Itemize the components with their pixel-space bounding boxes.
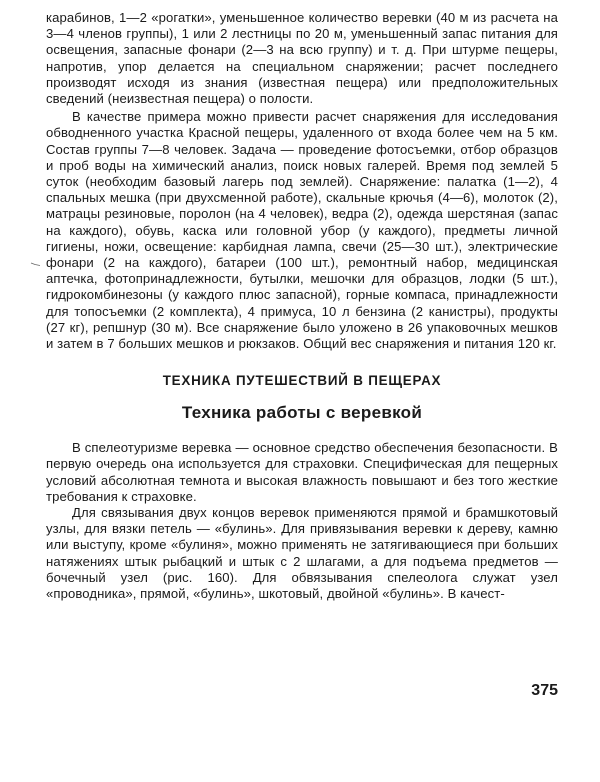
page-number: 375 [531,682,558,699]
margin-pencil-mark [30,261,42,267]
equipment-example-paragraph: В качестве примера можно привести расчет снаряжения для исследования обводненного участка Красной пещеры, удаленного от входа более чем на 5 км. Состав группы 7—8 человек. Задача — проведение фотосъемки, отбор образцов и проб воды на химический анализ, поиск новых галерей. Время под землей 5 суток (необходим базовый лагерь под землей). Снаряжение: палатка (1—2), 4 спальных мешка (при двухсменной работе), скальные крючья (4—6), молоток (2), матрацы резиновые, поролон (на 4 человек), ведра (2), одежда шерстяная (запас на каждого), обувь, каска или головной убор (у каждого), предметы личной гигиены, ножи, освещение: карбидная лампа, свечи (25—30 шт.), электрические фонари (2 на каждого), батареи (100 шт.), ремонтный набор, медицинская аптечка, фотопринадлежности, бутылки, мешочки для образцов, лодки (5 шт.), гидрокомбинезоны (у каждого плюс запасной), горные компаса, принадлежности для топосъемки (2 комплекта), 4 примуса, 10 л бензина (2 канистры), продукты (27 кг), репшнур (30 м). Все снаряжение было уложено в 26 упаковочных мешков и затем в 7 больших мешков и рюкзаков. Общий вес снаряжения и питания 120 кг. [46,109,558,352]
rope-paragraph-1: В спелеотуризме веревка — основное средство обеспечения безопасности. В первую очередь она используется для страховки. Специфическая для пещерных условий абсолютная темнота и высокая влажность повышают и без того жесткие требования к страховке. [46,440,558,504]
body-text-top: карабинов, 1—2 «рогатки», уменьшенное количество веревки (40 м из расчета на 3—4 членов группы), 1 или 2 лестницы по 20 м, уменьшенный запас питания для освещения, запасные фонари (2—3 на всю группу) и т. д. При штурме пещеры, напротив, упор делается на специальном снаряжении; расчет последнего производят исходя из знания (известная пещера) или предположительных сведений (неизвестная пещера) о полости. [46,10,558,107]
page-content [46,10,558,602]
sub-heading: Техника работы с веревкой [181,403,423,423]
rope-paragraph-2: Для связывания двух концов веревок применяются прямой и брамшкотовый узлы, для вязки петель — «булинь». Для привязывания веревки к дереву, камню или выступу, кроме «булиня», можно применять не затягивающиеся при больших натяжениях штык рыбацкий и штык с 2 шлагами, а для подъема предметов — бочечный узел (рис. 160). Для обвязывания спелеолога служат узел «проводника», прямой, «булинь», шкотовый, двойной «булинь». В качест- [46,505,558,602]
section-heading: ТЕХНИКА ПУТЕШЕСТВИЙ В ПЕЩЕРАХ [162,373,442,389]
